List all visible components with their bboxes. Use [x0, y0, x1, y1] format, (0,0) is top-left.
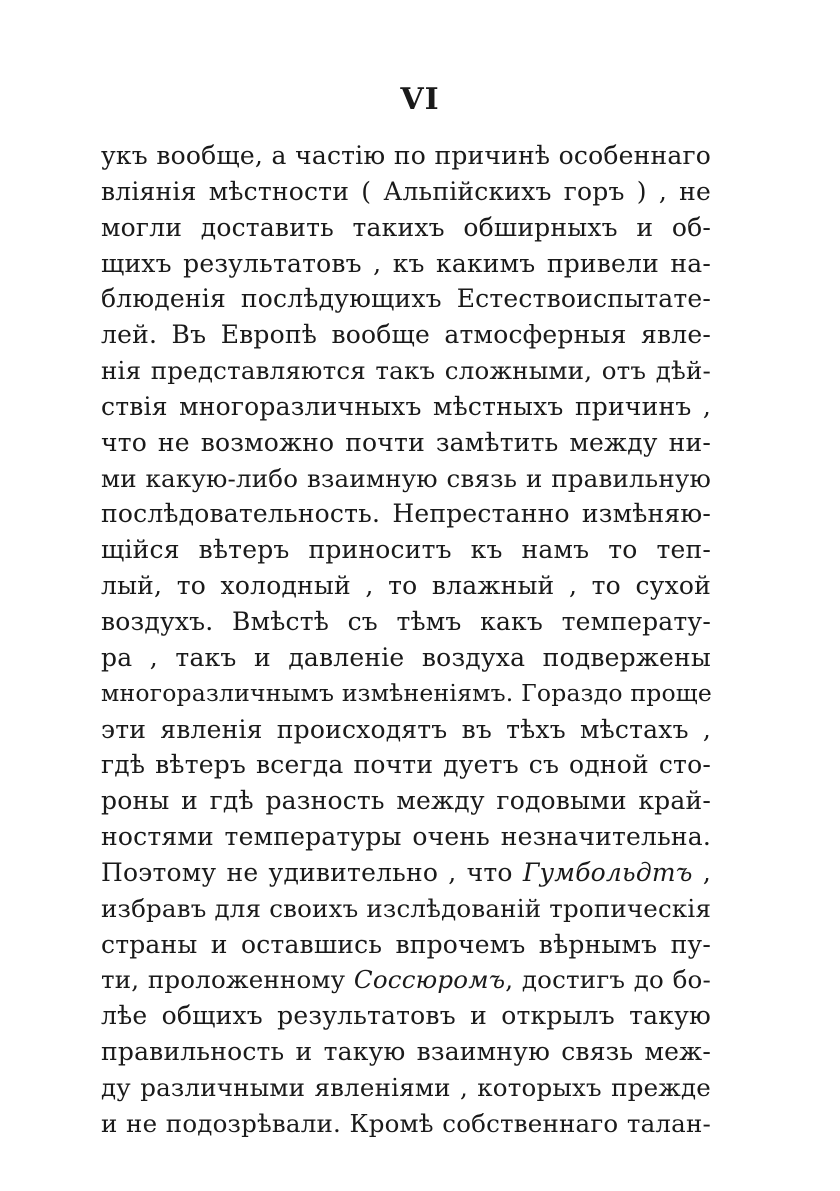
text-line: гдѣ вѣтеръ всегда почти дуетъ съ одной сто-: [101, 750, 711, 780]
text-line: ностями температуры очень незначительна.: [101, 822, 711, 852]
body-text: [101, 138, 711, 1142]
text-line: вліянія мѣстности ( Альпійскихъ горъ ) , не: [101, 176, 711, 206]
italic-name: Соссюромъ: [353, 965, 506, 995]
text-line: лѣе общихъ результатовъ и открылъ такую: [101, 1001, 711, 1031]
text-line: что не возможно почти замѣтить между ни-: [101, 427, 711, 457]
text-line: правильность и такую взаимную связь меж-: [101, 1037, 711, 1067]
text-line: ти, проложенному Соссюромъ, достигъ до бо-: [101, 965, 711, 995]
text-line: лый, то холодный , то влажный , то сухой: [101, 571, 711, 601]
text-line: послѣдовательность. Непрестанно измѣняю-: [101, 499, 711, 529]
page-number: VI: [400, 82, 440, 117]
text-line: страны и оставшись впрочемъ вѣрнымъ пу-: [101, 929, 711, 959]
text-line: ствія многоразличныхъ мѣстныхъ причинъ ,: [101, 391, 711, 421]
text-line: лей. Въ Европѣ вообще атмосферныя явле-: [101, 320, 711, 350]
text-line: ду различными явленіями , которыхъ прежде: [101, 1072, 711, 1102]
text-line: ра , такъ и давленіе воздуха подвержены: [101, 642, 711, 672]
text-line: многоразличнымъ измѣненіямъ. Гораздо проще: [101, 678, 712, 707]
text-line: эти явленія происходятъ въ тѣхъ мѣстахъ ,: [101, 714, 711, 744]
text-line: могли доставить такихъ обширныхъ и об-: [101, 212, 711, 242]
text-line: щійся вѣтеръ приноситъ къ намъ то теп-: [101, 535, 711, 565]
text-line: воздухъ. Вмѣстѣ съ тѣмъ какъ температу-: [101, 606, 711, 636]
text-line: щихъ результатовъ , къ какимъ привели на-: [101, 248, 711, 278]
text-line: ми какую-либо взаимную связь и правильную: [101, 463, 711, 493]
text-line: роны и гдѣ разность между годовыми край-: [101, 786, 711, 816]
text-line: укъ вообще, а частію по причинѣ особеннаго: [101, 141, 711, 170]
text-line: избравъ для своихъ изслѣдованій тропическія: [101, 893, 712, 923]
text-line: нія представляются такъ сложными, отъ дѣй-: [101, 356, 711, 386]
text-line: блюденія послѣдующихъ Естествоиспытате-: [101, 284, 711, 314]
italic-name: Гумбольдтъ: [522, 857, 693, 887]
text-line: Поэтому не удивительно , что Гумбольдтъ ,: [101, 857, 711, 887]
text-line: и не подозрѣвали. Кромѣ собственнаго талан-: [101, 1108, 711, 1138]
